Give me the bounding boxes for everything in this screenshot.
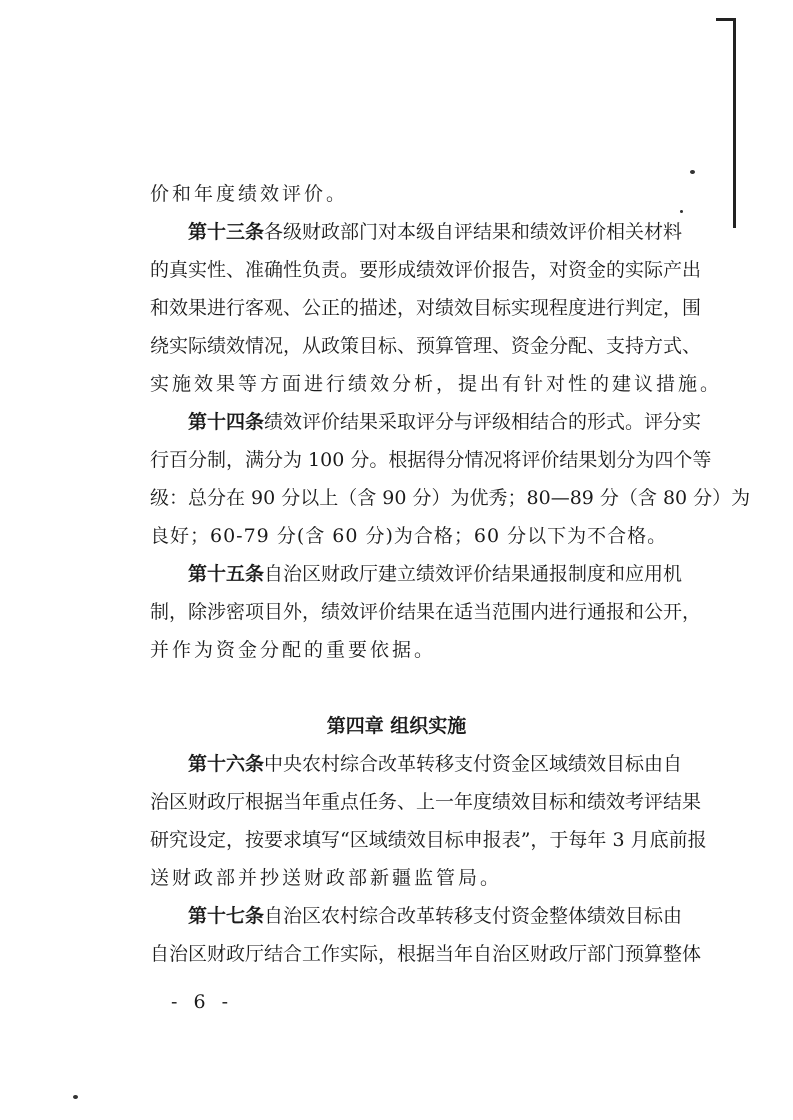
article-17-line [188,904,683,928]
article-14-text: 绩效评价结果采取评分与评级相结合的形式。评分实 [264,411,702,433]
paragraph-line: 和效果进行客观、公正的描述，对绩效目标实现程度进行判定，围 [150,297,702,319]
paragraph-line: 行百分制，满分为 100 分。根据得分情况将评价结果划分为四个等 [150,449,712,471]
article-13-number: 第十三条 [188,221,265,243]
article-14-line [188,410,702,434]
article-16-text: 中央农村综合改革转移支付资金区域绩效目标由自 [264,753,683,775]
scan-speck [680,210,683,213]
paragraph-line: 价和年度绩效评价。 [150,183,349,205]
scan-speck [690,170,695,174]
article-14-number: 第十四条 [188,411,265,433]
paragraph-line: 良好；60-79 分(含 60 分)为合格；60 分以下为不合格。 [150,525,668,547]
article-17-text: 自治区农村综合改革转移支付资金整体绩效目标由 [264,905,683,927]
article-15-number: 第十五条 [188,563,265,585]
paragraph-line: 治区财政厅根据当年重点任务、上一年度绩效目标和绩效考评结果 [150,791,702,813]
article-16-line [188,752,683,776]
paragraph-line: 研究设定，按要求填写“区域绩效目标申报表”，于每年 3 月底前报 [150,829,707,851]
scan-speck [73,1095,78,1099]
chapter-heading: 第四章 组织实施 [326,715,467,737]
article-15-line [188,562,683,586]
paragraph-line: 的真实性、准确性负责。要形成绩效评价报告，对资金的实际产出 [150,259,702,281]
paragraph-line: 自治区财政厅结合工作实际，根据当年自治区财政厅部门预算整体 [150,943,702,965]
article-13-text: 各级财政部门对本级自评结果和绩效评价相关材料 [264,221,683,243]
scan-margin-line [733,18,736,228]
paragraph-line: 绕实际绩效情况，从政策目标、预算管理、资金分配、支持方式、 [150,335,702,357]
article-13-line [188,220,683,244]
paragraph-line: 实施效果等方面进行绩效分析，提出有针对性的建议措施。 [150,373,723,395]
paragraph-line: 级：总分在 90 分以上（含 90 分）为优秀；80—89 分（含 80 分）为 [150,487,751,509]
paragraph-line: 制，除涉密项目外，绩效评价结果在适当范围内进行通报和公开， [150,601,702,623]
article-17-number: 第十七条 [188,905,265,927]
article-16-number: 第十六条 [188,753,265,775]
page-number: - 6 - [171,991,234,1013]
paragraph-line: 送财政部并抄送财政部新疆监管局。 [150,867,503,889]
paragraph-line: 并作为资金分配的重要依据。 [150,639,437,661]
article-15-text: 自治区财政厅建立绩效评价结果通报制度和应用机 [264,563,683,585]
